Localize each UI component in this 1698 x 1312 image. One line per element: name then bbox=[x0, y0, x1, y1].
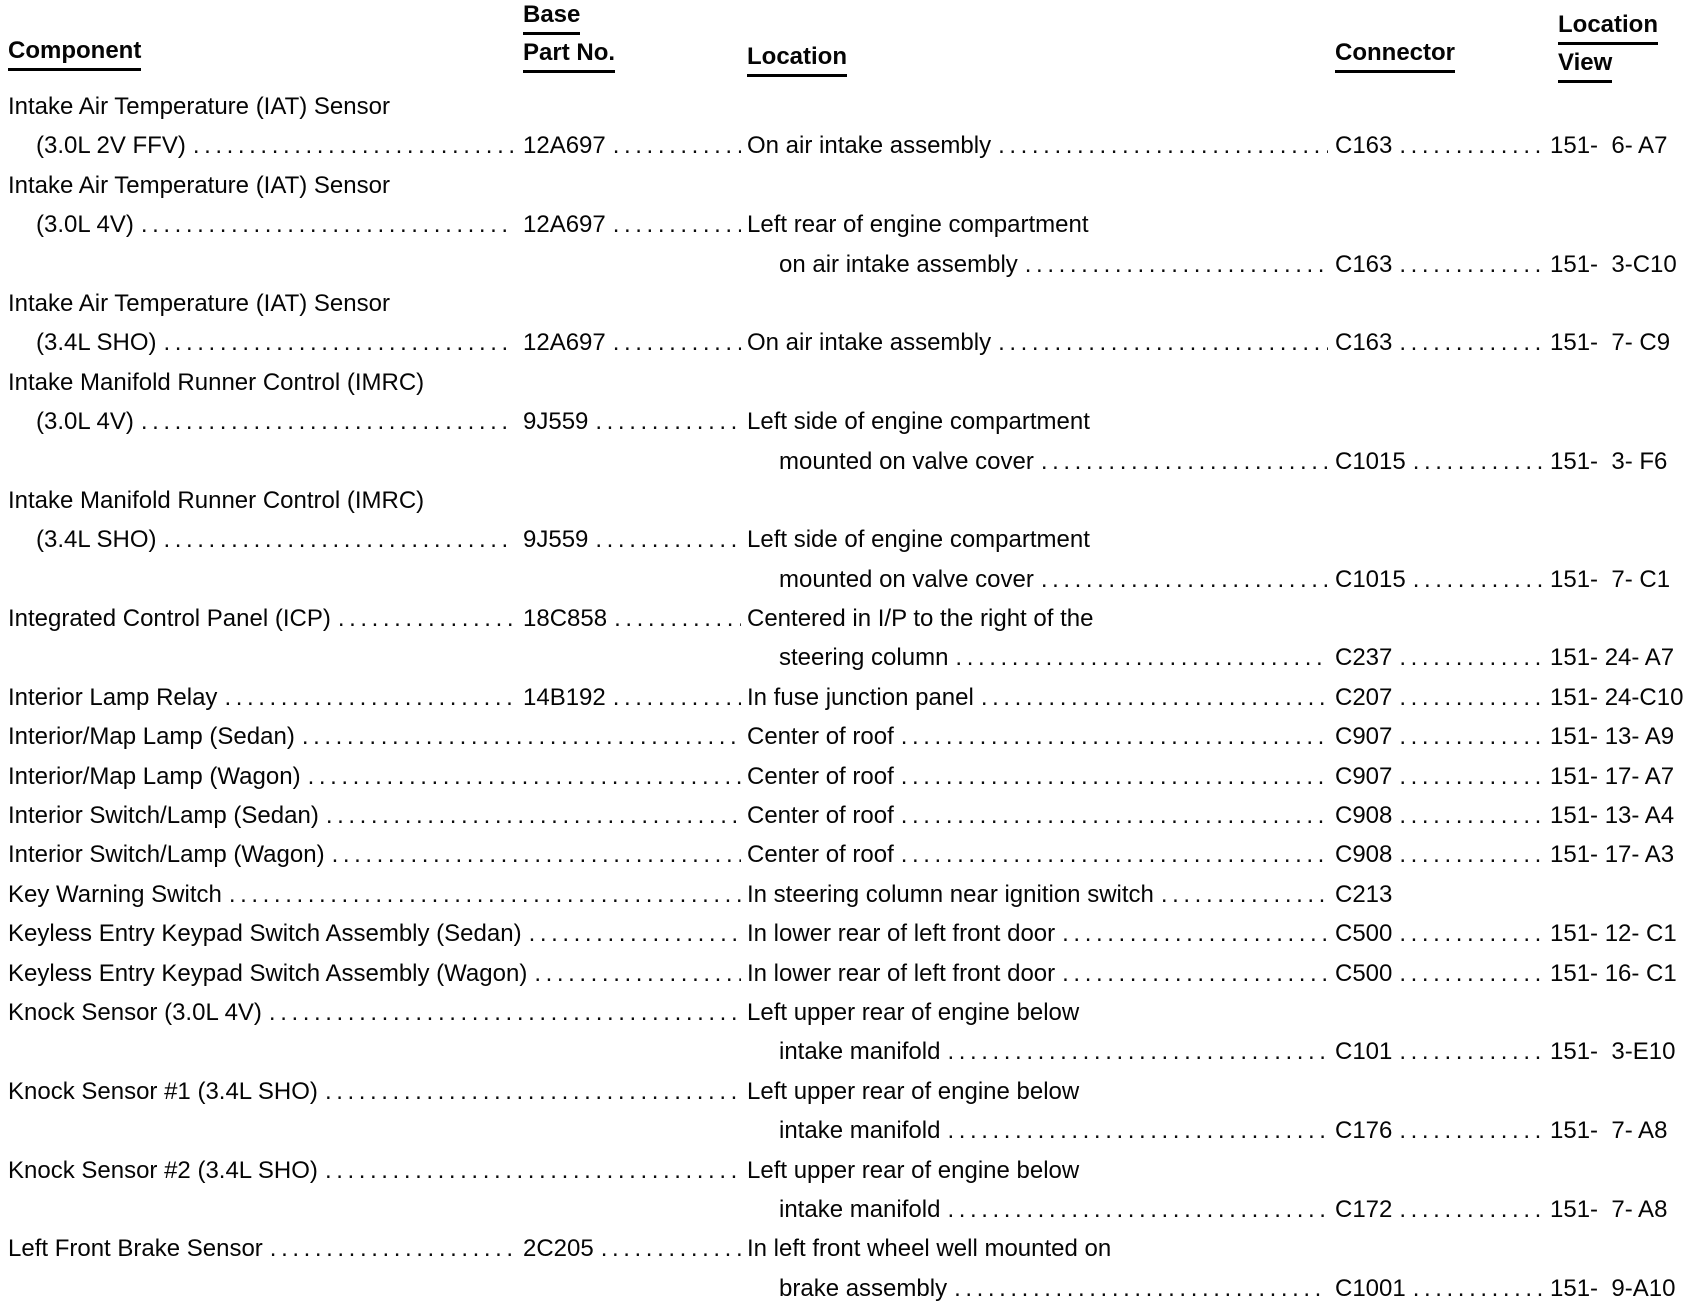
dot-leader bbox=[1161, 880, 1328, 910]
component-name bbox=[8, 840, 741, 870]
table-line bbox=[0, 959, 1698, 998]
dot-leader bbox=[1399, 643, 1544, 673]
dot-leader bbox=[614, 604, 741, 634]
location-text: Center of roof bbox=[747, 723, 894, 751]
connector bbox=[1335, 250, 1544, 280]
part-no bbox=[523, 604, 741, 634]
location-line2 bbox=[779, 1037, 1328, 1067]
location-line2-text: on air intake assembly bbox=[779, 250, 1018, 278]
table-line bbox=[0, 525, 1698, 564]
location-line2 bbox=[779, 250, 1328, 280]
connector bbox=[1335, 840, 1544, 870]
dot-leader bbox=[955, 643, 1328, 673]
component-name bbox=[8, 762, 741, 792]
dot-leader bbox=[269, 998, 741, 1028]
dot-leader bbox=[1399, 801, 1544, 831]
component-name-text: Knock Sensor (3.0L 4V) bbox=[8, 998, 262, 1026]
dot-leader bbox=[325, 1156, 741, 1186]
dot-leader bbox=[141, 210, 513, 240]
connector bbox=[1335, 1037, 1544, 1067]
location-view-text: 151- 13- A9 bbox=[1550, 723, 1675, 751]
part-no bbox=[523, 407, 741, 437]
dot-leader bbox=[1399, 131, 1544, 161]
connector bbox=[1335, 919, 1544, 949]
location-line2-text: mounted on valve cover bbox=[779, 565, 1034, 593]
dot-leader bbox=[1399, 683, 1544, 713]
component-name bbox=[8, 1077, 741, 1107]
dot-leader bbox=[998, 131, 1328, 161]
dot-leader bbox=[163, 525, 513, 555]
table-line bbox=[0, 92, 1698, 131]
component-variant bbox=[36, 131, 513, 161]
table-line bbox=[0, 840, 1698, 879]
dot-leader bbox=[163, 328, 513, 358]
connector-text: C1001 bbox=[1335, 1274, 1406, 1302]
location bbox=[747, 328, 1328, 358]
component-variant-text: (3.4L SHO) bbox=[36, 526, 157, 554]
connector bbox=[1335, 131, 1544, 161]
table-line bbox=[0, 1195, 1698, 1234]
location-line2 bbox=[779, 1195, 1328, 1225]
table-line bbox=[0, 289, 1698, 328]
dot-leader bbox=[601, 1234, 741, 1264]
table-line bbox=[0, 643, 1698, 682]
component-name-text: Integrated Control Panel (ICP) bbox=[8, 605, 331, 633]
dot-leader bbox=[529, 919, 741, 949]
dot-leader bbox=[947, 1195, 1328, 1225]
dot-leader bbox=[1413, 447, 1544, 477]
location-view-text: 151- 6- A7 bbox=[1550, 132, 1668, 160]
connector-text: C907 bbox=[1335, 762, 1393, 790]
connector bbox=[1335, 801, 1544, 831]
location-line1-text: Centered in I/P to the right of the bbox=[747, 605, 1094, 633]
location bbox=[747, 722, 1328, 752]
table-line bbox=[0, 1116, 1698, 1155]
location-view-text: 151- 3-C10 bbox=[1550, 250, 1677, 278]
dot-leader bbox=[954, 1274, 1328, 1304]
location-view bbox=[1550, 1037, 1696, 1067]
location-view-text: 151- 7- A8 bbox=[1550, 1195, 1668, 1223]
connector-text: C213 bbox=[1335, 880, 1393, 908]
dot-leader bbox=[901, 762, 1328, 792]
dot-leader bbox=[325, 1077, 741, 1107]
dot-leader bbox=[1399, 959, 1544, 989]
dot-leader bbox=[613, 210, 741, 240]
location-view-text: 151- 16- C1 bbox=[1550, 959, 1677, 987]
connector bbox=[1335, 1116, 1544, 1146]
location-view-text: 151- 12- C1 bbox=[1550, 920, 1677, 948]
location-line2 bbox=[779, 1274, 1328, 1304]
location-text: In lower rear of left front door bbox=[747, 959, 1056, 987]
table-line bbox=[0, 762, 1698, 801]
dot-leader bbox=[141, 407, 513, 437]
component-name-text: Intake Air Temperature (IAT) Sensor bbox=[8, 93, 390, 120]
component-name bbox=[8, 919, 741, 949]
part-no-text: 12A697 bbox=[523, 132, 606, 160]
location-view bbox=[1550, 801, 1696, 831]
location-view-text: 151- 24- A7 bbox=[1550, 644, 1675, 672]
location bbox=[747, 840, 1328, 870]
location-line1 bbox=[747, 604, 1328, 634]
component-name bbox=[8, 368, 741, 398]
connector-text: C176 bbox=[1335, 1117, 1393, 1145]
location-line2-text: intake manifold bbox=[779, 1038, 941, 1066]
component-name-text: Intake Manifold Runner Control (IMRC) bbox=[8, 368, 425, 396]
location-view bbox=[1550, 959, 1696, 989]
location-view-text: 151- 13- A4 bbox=[1550, 802, 1675, 830]
dot-leader bbox=[998, 328, 1328, 358]
component-variant bbox=[36, 525, 513, 555]
location-view bbox=[1550, 250, 1696, 280]
location-view-text: 151- 9-A10 bbox=[1550, 1274, 1676, 1302]
location-view bbox=[1550, 643, 1696, 673]
dot-leader bbox=[1062, 959, 1328, 989]
table-line bbox=[0, 565, 1698, 604]
part-no bbox=[523, 131, 741, 161]
table-line bbox=[0, 171, 1698, 210]
location-text: In fuse junction panel bbox=[747, 683, 974, 711]
location-view-text: 151- 3- F6 bbox=[1550, 447, 1668, 475]
component-name-text: Intake Air Temperature (IAT) Sensor bbox=[8, 289, 390, 317]
location bbox=[747, 880, 1328, 910]
table-line bbox=[0, 1077, 1698, 1116]
dot-leader bbox=[224, 683, 513, 713]
part-no bbox=[523, 683, 741, 713]
location-line1-text: Left upper rear of engine below bbox=[747, 998, 1080, 1026]
component-variant bbox=[36, 407, 513, 437]
part-no-text: 2C205 bbox=[523, 1235, 594, 1263]
dot-leader bbox=[326, 801, 741, 831]
location-view-text: 151- 17- A3 bbox=[1550, 841, 1675, 869]
location-view-text: 151- 7- A8 bbox=[1550, 1117, 1668, 1145]
location-line2-text: intake manifold bbox=[779, 1195, 941, 1223]
location-line2-text: brake assembly bbox=[779, 1274, 948, 1302]
column-header-location-view-line2: View bbox=[1558, 50, 1612, 83]
connector bbox=[1335, 1274, 1544, 1304]
dot-leader bbox=[1413, 1274, 1544, 1304]
component-name bbox=[8, 92, 741, 122]
location-line2-text: steering column bbox=[779, 644, 949, 672]
component-name bbox=[8, 604, 513, 634]
part-no-text: 14B192 bbox=[523, 683, 606, 711]
connector bbox=[1335, 328, 1544, 358]
dot-leader bbox=[613, 683, 741, 713]
table-line bbox=[0, 1234, 1698, 1273]
dot-leader bbox=[229, 880, 741, 910]
connector-text: C907 bbox=[1335, 723, 1393, 751]
location-line1 bbox=[747, 1077, 1328, 1107]
dot-leader bbox=[1399, 722, 1544, 752]
component-variant bbox=[36, 210, 513, 240]
location-line1 bbox=[747, 998, 1328, 1028]
location bbox=[747, 919, 1328, 949]
table-line bbox=[0, 1037, 1698, 1076]
location-view bbox=[1550, 1116, 1696, 1146]
location-text: Center of roof bbox=[747, 802, 894, 830]
dot-leader bbox=[1399, 840, 1544, 870]
table-line bbox=[0, 880, 1698, 919]
table-line bbox=[0, 1274, 1698, 1312]
part-no bbox=[523, 525, 741, 555]
table-line bbox=[0, 604, 1698, 643]
dot-leader bbox=[947, 1037, 1328, 1067]
location-line2-text: mounted on valve cover bbox=[779, 447, 1034, 475]
component-name-text: Intake Air Temperature (IAT) Sensor bbox=[8, 171, 390, 199]
column-header-base: Base bbox=[523, 2, 580, 35]
part-no-text: 12A697 bbox=[523, 211, 606, 239]
dot-leader bbox=[1399, 328, 1544, 358]
table-line bbox=[0, 486, 1698, 525]
part-no-text: 18C858 bbox=[523, 605, 608, 633]
part-no-text: 12A697 bbox=[523, 329, 606, 357]
component-name bbox=[8, 289, 741, 319]
dot-leader bbox=[302, 722, 741, 752]
location-text: Center of roof bbox=[747, 762, 894, 790]
connector-text: C237 bbox=[1335, 644, 1393, 672]
location bbox=[747, 801, 1328, 831]
column-header-connector: Connector bbox=[1335, 40, 1455, 73]
location-text: On air intake assembly bbox=[747, 329, 992, 357]
table-line bbox=[0, 722, 1698, 761]
connector bbox=[1335, 565, 1544, 595]
table-line bbox=[0, 407, 1698, 446]
column-header-component: Component bbox=[8, 38, 141, 71]
part-no bbox=[523, 210, 741, 240]
connector-text: C163 bbox=[1335, 132, 1393, 160]
component-name-text: Left Front Brake Sensor bbox=[8, 1235, 263, 1263]
connector-text: C500 bbox=[1335, 959, 1393, 987]
component-name bbox=[8, 801, 741, 831]
location-line1 bbox=[747, 1156, 1328, 1186]
table-line bbox=[0, 1156, 1698, 1195]
part-no bbox=[523, 1234, 741, 1264]
connector-text: C500 bbox=[1335, 920, 1393, 948]
location bbox=[747, 131, 1328, 161]
dot-leader bbox=[270, 1234, 513, 1264]
component-name-text: Keyless Entry Keypad Switch Assembly (Wagon) bbox=[8, 959, 528, 987]
location-view-text: 151- 7- C9 bbox=[1550, 329, 1671, 357]
connector bbox=[1335, 880, 1544, 910]
table-line bbox=[0, 998, 1698, 1037]
location-line1 bbox=[747, 1234, 1328, 1264]
location bbox=[747, 762, 1328, 792]
component-name-text: Interior/Map Lamp (Wagon) bbox=[8, 762, 301, 790]
dot-leader bbox=[308, 762, 741, 792]
component-variant-text: (3.0L 4V) bbox=[36, 211, 134, 239]
connector-text: C1015 bbox=[1335, 447, 1406, 475]
component-name-text: Interior Switch/Lamp (Wagon) bbox=[8, 841, 325, 869]
dot-leader bbox=[1041, 565, 1328, 595]
component-name bbox=[8, 683, 513, 713]
connector-text: C908 bbox=[1335, 841, 1393, 869]
part-no-text: 9J559 bbox=[523, 408, 589, 436]
location-view-text: 151- 24-C10 bbox=[1550, 683, 1684, 711]
table-line bbox=[0, 210, 1698, 249]
dot-leader bbox=[1399, 762, 1544, 792]
dot-leader bbox=[193, 131, 513, 161]
dot-leader bbox=[901, 722, 1328, 752]
table-line bbox=[0, 801, 1698, 840]
table-line bbox=[0, 368, 1698, 407]
table-line bbox=[0, 250, 1698, 289]
component-name bbox=[8, 998, 741, 1028]
component-name bbox=[8, 486, 741, 516]
component-name-text: Interior Switch/Lamp (Sedan) bbox=[8, 802, 319, 830]
component-variant-text: (3.0L 4V) bbox=[36, 408, 134, 436]
location-view bbox=[1550, 722, 1696, 752]
location-view bbox=[1550, 840, 1696, 870]
component-name-text: Keyless Entry Keypad Switch Assembly (Sedan) bbox=[8, 920, 522, 948]
dot-leader bbox=[947, 1116, 1328, 1146]
dot-leader bbox=[901, 801, 1328, 831]
component-name-text: Intake Manifold Runner Control (IMRC) bbox=[8, 486, 425, 514]
location-line2 bbox=[779, 447, 1328, 477]
location-view bbox=[1550, 1195, 1696, 1225]
component-name-text: Interior Lamp Relay bbox=[8, 683, 218, 711]
component-name-text: Knock Sensor #1 (3.4L SHO) bbox=[8, 1077, 318, 1105]
location-view bbox=[1550, 762, 1696, 792]
table-line bbox=[0, 447, 1698, 486]
table-line bbox=[0, 919, 1698, 958]
location-text: On air intake assembly bbox=[747, 132, 992, 160]
part-no-text: 9J559 bbox=[523, 526, 589, 554]
location-line1-text: Left side of engine compartment bbox=[747, 408, 1090, 436]
connector-text: C172 bbox=[1335, 1195, 1393, 1223]
location-view bbox=[1550, 565, 1696, 595]
location-line2 bbox=[779, 1116, 1328, 1146]
table-line bbox=[0, 131, 1698, 170]
table-body bbox=[0, 92, 1698, 1312]
location-line1 bbox=[747, 525, 1328, 555]
column-header-location-view-line1: Location bbox=[1558, 12, 1658, 45]
component-name-text: Key Warning Switch bbox=[8, 880, 222, 908]
component-variant-text: (3.0L 2V FFV) bbox=[36, 132, 186, 160]
location-view bbox=[1550, 328, 1696, 358]
location-view bbox=[1550, 131, 1696, 161]
connector bbox=[1335, 1195, 1544, 1225]
location-line1 bbox=[747, 407, 1328, 437]
connector bbox=[1335, 643, 1544, 673]
component-name-text: Interior/Map Lamp (Sedan) bbox=[8, 723, 295, 751]
dot-leader bbox=[1399, 919, 1544, 949]
component-name bbox=[8, 880, 741, 910]
connector-text: C207 bbox=[1335, 683, 1393, 711]
connector bbox=[1335, 762, 1544, 792]
component-name-text: Knock Sensor #2 (3.4L SHO) bbox=[8, 1156, 318, 1184]
column-header-location: Location bbox=[747, 44, 847, 77]
dot-leader bbox=[981, 683, 1328, 713]
connector bbox=[1335, 447, 1544, 477]
connector bbox=[1335, 722, 1544, 752]
connector-text: C101 bbox=[1335, 1038, 1393, 1066]
connector-text: C908 bbox=[1335, 802, 1393, 830]
component-variant bbox=[36, 328, 513, 358]
dot-leader bbox=[1413, 565, 1544, 595]
component-name bbox=[8, 1234, 513, 1264]
location-view bbox=[1550, 919, 1696, 949]
location-view-text: 151- 17- A7 bbox=[1550, 762, 1675, 790]
dot-leader bbox=[1399, 250, 1544, 280]
connector-text: C163 bbox=[1335, 329, 1393, 357]
dot-leader bbox=[1399, 1116, 1544, 1146]
location-line1-text: Left upper rear of engine below bbox=[747, 1077, 1080, 1105]
location-text: Center of roof bbox=[747, 841, 894, 869]
dot-leader bbox=[338, 604, 513, 634]
connector bbox=[1335, 959, 1544, 989]
location-line1-text: Left side of engine compartment bbox=[747, 526, 1090, 554]
location-text: In lower rear of left front door bbox=[747, 920, 1056, 948]
column-header-part-no: Part No. bbox=[523, 40, 615, 73]
component-variant-text: (3.4L SHO) bbox=[36, 329, 157, 357]
location-text: In steering column near ignition switch bbox=[747, 880, 1154, 908]
table-line bbox=[0, 328, 1698, 367]
location-line2 bbox=[779, 643, 1328, 673]
dot-leader bbox=[595, 407, 741, 437]
location-line1-text: In left front wheel well mounted on bbox=[747, 1235, 1112, 1263]
location-view-text: 151- 7- C1 bbox=[1550, 565, 1671, 593]
location-line1-text: Left upper rear of engine below bbox=[747, 1156, 1080, 1184]
connector bbox=[1335, 683, 1544, 713]
component-name bbox=[8, 1156, 741, 1186]
component-name bbox=[8, 722, 741, 752]
location bbox=[747, 959, 1328, 989]
table-line bbox=[0, 683, 1698, 722]
location-line1 bbox=[747, 210, 1328, 240]
location-line1-text: Left rear of engine compartment bbox=[747, 211, 1089, 239]
dot-leader bbox=[332, 840, 741, 870]
component-name bbox=[8, 959, 741, 989]
location-line2 bbox=[779, 565, 1328, 595]
dot-leader bbox=[1041, 447, 1328, 477]
location-view bbox=[1550, 1274, 1696, 1304]
component-name bbox=[8, 171, 741, 201]
dot-leader bbox=[613, 328, 741, 358]
location bbox=[747, 683, 1328, 713]
part-no bbox=[523, 328, 741, 358]
connector-text: C163 bbox=[1335, 250, 1393, 278]
location-view bbox=[1550, 447, 1696, 477]
connector-text: C1015 bbox=[1335, 565, 1406, 593]
location-line2-text: intake manifold bbox=[779, 1117, 941, 1145]
dot-leader bbox=[1025, 250, 1328, 280]
dot-leader bbox=[1399, 1037, 1544, 1067]
dot-leader bbox=[1062, 919, 1328, 949]
dot-leader bbox=[1399, 1195, 1544, 1225]
location-view-text: 151- 3-E10 bbox=[1550, 1038, 1676, 1066]
dot-leader bbox=[901, 840, 1328, 870]
dot-leader bbox=[534, 959, 741, 989]
dot-leader bbox=[595, 525, 741, 555]
dot-leader bbox=[613, 131, 741, 161]
location-view bbox=[1550, 683, 1696, 713]
